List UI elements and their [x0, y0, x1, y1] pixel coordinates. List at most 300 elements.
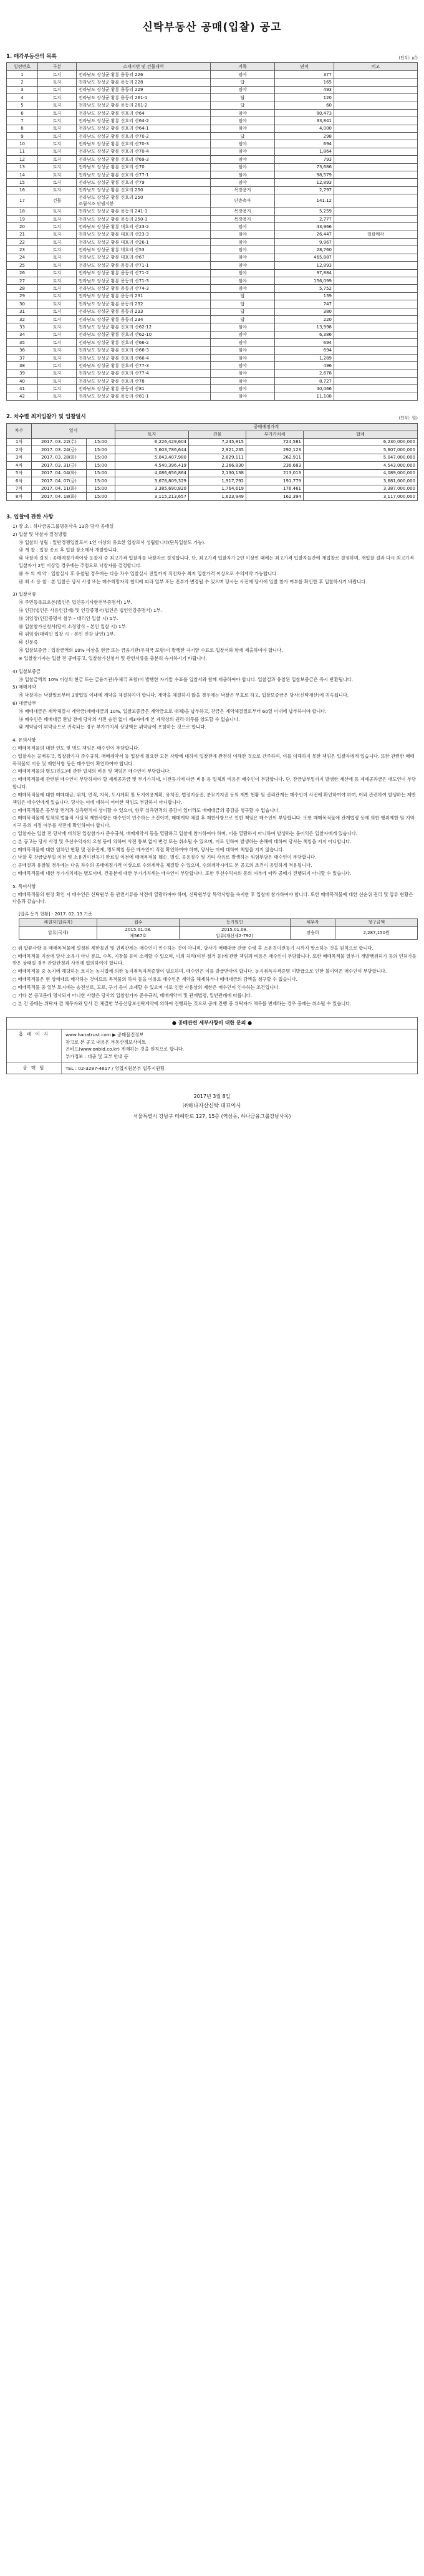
property-cell: 임야 — [211, 163, 275, 171]
property-cell: 토지 — [38, 117, 77, 125]
schedule-cell: 15:00 — [87, 454, 115, 462]
property-cell: 15 — [7, 179, 38, 186]
footer-organization: ㈜하나자산신탁 대표이사 — [183, 1103, 241, 1110]
section3-heading: 3. 입찰에 관한 사항 — [6, 513, 54, 520]
property-cell: 토지 — [38, 94, 77, 102]
property-cell: 임야 — [211, 148, 275, 155]
terms-line: ㉰ 낙찰자 결정 : 공매예정가격이상 응찰자 중 최고가격 입찰자를 낙찰자로 결정합니다. 단, 최고가격 입찰자가 2인 이상인 때에는 최고가격 입찰자들간에 재입찰로 결정하며, 재입찰 결과 다시 최고가격 입찰자가 2인 이상일 경우에는 추첨으로 낙찰자를 결정합니다. — [19, 555, 414, 568]
property-cell: 임야 — [211, 254, 275, 261]
terms-line: 4) 입찰보증금 — [12, 668, 41, 674]
schedule-cell: 15:00 — [87, 446, 115, 454]
property-cell: 12,893 — [275, 262, 334, 269]
property-cell: 전라남도 장성군 황룡 용동리 산71-3 — [77, 277, 211, 285]
contact-box — [6, 1017, 418, 1074]
property-cell — [334, 125, 418, 132]
property-cell: 전라남도 장성군 황룡 신호리 산77-3 — [77, 362, 211, 370]
property-cell: 토지 — [38, 133, 77, 140]
property-cell — [334, 254, 418, 261]
property-cell: 임야 — [211, 171, 275, 179]
property-cell: 73,686 — [275, 163, 334, 171]
property-table-header — [7, 62, 418, 70]
schedule-cell: 292,123 — [246, 446, 304, 454]
property-cell: 35 — [7, 339, 38, 346]
terms-line: 4. 유의사항 — [12, 737, 36, 743]
property-cell: 18 — [7, 208, 38, 215]
property-cell: 전라남도 장성군 황룡 신호리 산62-10 — [77, 331, 211, 338]
property-cell: 토지 — [38, 277, 77, 285]
property-cell — [334, 215, 418, 222]
property-cell — [334, 339, 418, 346]
property-cell — [334, 133, 418, 140]
terms-line: ㉰ 계약금이 위약금으로 귀속되는 경우 부가가치세 상당액은 위약금에 포함하는 것으로 합니다. — [19, 724, 206, 730]
schedule-cell: 162,394 — [246, 493, 304, 501]
property-cell: 토지 — [38, 300, 77, 308]
schedule-cell: 3,117,000,000 — [304, 493, 418, 501]
terms-line: ㉳ 신분증 — [19, 639, 38, 646]
property-cell: 전라남도 장성군 황룡 신호리 산79 — [77, 179, 211, 186]
property-cell: 전라남도 장성군 황룡 신호리 산70 — [77, 163, 211, 171]
property-cell: 토지 — [38, 308, 77, 315]
property-row — [7, 215, 418, 222]
property-cell — [334, 292, 418, 300]
document-footer — [6, 1092, 418, 1121]
property-cell: 전라남도 장성군 황룡 용동리 261-1 — [77, 94, 211, 102]
schedule-header-datetime: 일시 — [32, 423, 115, 438]
terms-line: ○ 매매목적물에 일체의 법률적 사실적 제한사항은 매수인이 인수하는 조건이며, 매매계약 체결 후 제한사항으로 인한 책임은 매수인이 부담합니다. 또한 매매목적물에 관계법령 등에 의한 행위제한 및 지역·지구 등의 지정 여부를 사전에 확인하여야 합니다. — [12, 815, 416, 829]
special-note-line: ○ 매매목적물 중 농지에 해당하는 토지는 농지법에 의한 농지취득자격증명이 필요하며, 매수인은 이를 발급받아야 합니다. 농지취득자격증명 미발급으로 인한 불이익은 매수인이 부담합니다. — [12, 968, 387, 975]
property-cell: 6 — [7, 109, 38, 117]
schedule-cell: 2017. 04. 07(금) — [32, 477, 87, 485]
property-cell: 34 — [7, 331, 38, 338]
property-cell: 토지 — [38, 102, 77, 109]
schedule-row — [7, 454, 418, 462]
terms-line: ○ 매매목적물에 관련된 매수인이 부담하여야 할 제세공과금 및 부가가치세, 이전등기에 따른 비용 등 일체의 비용은 매수인이 부담합니다. 단, 잔금납부일까지 발생한 재산세 등 제세공과금은 매도인이 부담합니다. — [12, 776, 416, 790]
property-cell: 2 — [7, 79, 38, 86]
property-cell: 2,797 — [275, 186, 334, 194]
property-row — [7, 346, 418, 354]
property-row — [7, 79, 418, 86]
property-cell: 임야 — [211, 117, 275, 125]
bidding-terms-text — [6, 523, 418, 905]
property-header-cell: 비고 — [334, 62, 418, 70]
property-cell: 98,579 — [275, 171, 334, 179]
terms-line: ㉱ 입찰참가신청서(당사 소정양식 – 본인 입찰 시) 1부. — [19, 623, 127, 629]
terms-line: ○ 매매목적물에 대한 임차인 현황 및 점유관계, 명도책임 등은 매수인이 직접 확인하여야 하며, 당사는 이에 대하여 책임을 지지 않습니다. — [12, 846, 284, 852]
property-cell: 답 — [211, 102, 275, 109]
property-cell: 전라남도 장성군 황룡 신호리 산66-4 — [77, 354, 211, 361]
schedule-cell: 15:00 — [87, 438, 115, 446]
property-cell: 3 — [7, 86, 38, 93]
special-notes-text — [6, 945, 418, 1008]
property-row — [7, 163, 418, 171]
property-cell: 임야 — [211, 385, 275, 393]
seizure-header-cell: 등기원인 — [179, 919, 290, 926]
property-cell: 17 — [7, 194, 38, 208]
property-cell: 전라남도 장성군 황룡 대호리 산23-3 — [77, 231, 211, 238]
schedule-cell: 176,461 — [246, 485, 304, 493]
schedule-cell: 3,678,809,329 — [115, 477, 189, 485]
property-cell — [334, 346, 418, 354]
property-cell: 40,066 — [275, 385, 334, 393]
property-cell: 토지 — [38, 385, 77, 393]
property-cell: 목장용지 — [211, 215, 275, 222]
property-cell — [334, 300, 418, 308]
contact-line: www.hanatrust.com ▶ 공매물건정보 — [65, 1031, 144, 1038]
property-cell: 전라남도 장성군 황룡 신호리 산62-12 — [77, 323, 211, 331]
property-cell: 25 — [7, 262, 38, 269]
property-cell: 임야 — [211, 393, 275, 400]
property-row — [7, 323, 418, 331]
property-cell: 전라남도 장성군 황룡 대호리 산23-2 — [77, 223, 211, 231]
property-cell: 임야 — [211, 354, 275, 361]
property-cell: 30 — [7, 300, 38, 308]
property-cell: 일괄매각 — [334, 231, 418, 238]
schedule-cell: 1,764,619 — [189, 485, 246, 493]
schedule-cell: 7,245,815 — [189, 438, 246, 446]
property-cell: 5 — [7, 102, 38, 109]
property-cell: 전라남도 장성군 황룡 용동리 산71-1 — [77, 262, 211, 269]
seizure-header-cell: 청구금액 — [335, 919, 418, 926]
property-cell: 토지 — [38, 171, 77, 179]
property-cell: 토지 — [38, 109, 77, 117]
property-cell: 37 — [7, 354, 38, 361]
seizure-header-cell: 채권자(압류자) — [19, 919, 97, 926]
property-cell: 전라남도 장성군 황룡 신호리 250 조립식조 판넬지붕 — [77, 194, 211, 208]
property-cell: 14 — [7, 171, 38, 179]
property-cell: 496 — [275, 362, 334, 370]
contact-title: ● 공매관련 세부사항이 대한 문의 ● — [7, 1018, 417, 1029]
property-cell — [334, 315, 418, 323]
property-cell: 토지 — [38, 393, 77, 400]
schedule-cell: 2,629,111 — [189, 454, 246, 462]
property-cell — [334, 109, 418, 117]
property-header-cell: 소재지번 및 건물내역 — [77, 62, 211, 70]
property-cell — [334, 323, 418, 331]
property-row — [7, 393, 418, 400]
property-cell: 토지 — [38, 148, 77, 155]
terms-line: ㉰ 위임장(인감증명서 첨부 – 대리인 입찰 시) 1부. — [19, 615, 118, 621]
contact-line: TEL : 02-3287-4617 / 영업지원본부 법무지원팀 — [65, 1065, 165, 1071]
contact-value — [62, 1029, 417, 1062]
terms-line: ○ 입찰자는 입찰 전 당사에 비치된 입찰참가자 준수규칙, 매매계약서 등을 열람하고 입찰에 참가하여야 하며, 이를 열람하지 아니하여 발생하는 불이익은 입찰자에게 있습니다. — [12, 830, 358, 836]
schedule-cell: 236,683 — [246, 462, 304, 470]
property-row — [7, 354, 418, 361]
schedule-table-body — [7, 438, 418, 500]
document-page — [0, 0, 424, 1133]
property-cell: 80,473 — [275, 109, 334, 117]
schedule-row — [7, 438, 418, 446]
property-cell: 694 — [275, 339, 334, 346]
seizure-header-cell: 채무자 — [290, 919, 335, 926]
schedule-cell: 1차 — [7, 438, 32, 446]
property-cell: 답 — [211, 300, 275, 308]
spacer — [6, 878, 418, 883]
seizure-table-body — [19, 926, 418, 939]
property-row — [7, 285, 418, 292]
property-cell: 전라남도 장성군 황룡 신호리 산66-2 — [77, 339, 211, 346]
schedule-cell: 2017. 04. 11(화) — [32, 485, 87, 493]
property-row — [7, 308, 418, 315]
property-cell: 전라남도 장성군 황룡 대호리 산53 — [77, 246, 211, 254]
property-cell: 27 — [7, 277, 38, 285]
property-cell: 토지 — [38, 269, 77, 277]
schedule-row — [7, 469, 418, 477]
property-row — [7, 208, 418, 215]
schedule-row — [7, 462, 418, 470]
property-cell: 33,841 — [275, 117, 334, 125]
terms-line: ㉮ 주민등록표초본(법인은 법인등기사항전부증명서) 1부. — [19, 599, 132, 606]
special-note-line: ○ 위 압류사항 등 매매목적물에 설정된 제한물권 및 권리관계는 매수인이 인수하는 것이 아니며, 당사가 매매대금 잔금 수령 후 소유권이전등기 시까지 말소하는 것을 원칙으로 합니다. — [12, 945, 373, 951]
property-cell — [334, 262, 418, 269]
schedule-cell: 3,385,690,820 — [115, 485, 189, 493]
property-cell: 465,887 — [275, 254, 334, 261]
seizure-cell: 2,287,150원 — [335, 926, 418, 939]
schedule-header-top — [7, 423, 418, 431]
property-row — [7, 331, 418, 338]
schedule-cell: 8차 — [7, 493, 32, 501]
property-cell: 전라남도 장성군 황룡 용동리 산74-3 — [77, 285, 211, 292]
property-cell: 4 — [7, 94, 38, 102]
property-cell: 전라남도 장성군 황룡 용동리 234 — [77, 315, 211, 323]
property-cell — [334, 362, 418, 370]
special-note-line: ○ 본 건 공매는 위탁자 겸 채무자와 당사 간 체결한 부동산담보신탁계약에 의하여 진행되는 것으로 공매 진행 중 위탁자가 채무를 변제하는 경우 공매는 취소될 수 있습니다. — [12, 1000, 352, 1006]
property-cell: 전라남도 장성군 황룡 용동리 232 — [77, 300, 211, 308]
terms-line: ○ 매매목적물의 대한 인도 및 명도 책임은 매수인이 부담합니다. — [12, 745, 140, 751]
property-table-body — [7, 70, 418, 400]
property-cell: 5,259 — [275, 208, 334, 215]
schedule-header-round: 차수 — [7, 423, 32, 438]
property-cell — [334, 179, 418, 186]
contact-key: 공 매 팀 — [7, 1063, 62, 1074]
property-cell — [334, 102, 418, 109]
property-cell: 토지 — [38, 156, 77, 163]
schedule-cell: 3,387,000,000 — [304, 485, 418, 493]
schedule-cell: 2017. 03. 22(수) — [32, 438, 87, 446]
property-row — [7, 277, 418, 285]
property-cell: 전라남도 장성군 황룡 신호리 산69-3 — [77, 156, 211, 163]
property-cell — [334, 94, 418, 102]
property-cell: 답 — [211, 315, 275, 323]
seizure-cell: 압류(국세) — [19, 926, 97, 939]
special-note-line: ○ 매매목적물 중 일부 토지에는 송전선로, 도로, 구거 등이 소재할 수 있으며 이로 인한 사용상의 제한은 매수인이 인수하는 조건입니다. — [12, 984, 280, 990]
spacer — [6, 663, 418, 668]
schedule-cell: 2차 — [7, 446, 32, 454]
terms-line: ※ 입찰참가자는 입찰 전 공매공고, 입찰참가신청서 및 관련서류를 충분히 숙지하시기 바랍니다. — [19, 655, 207, 661]
property-cell — [334, 285, 418, 292]
schedule-cell: 2,921,235 — [189, 446, 246, 454]
property-cell: 26 — [7, 269, 38, 277]
property-cell: 793 — [275, 156, 334, 163]
property-cell: 임야 — [211, 86, 275, 93]
property-cell: 13 — [7, 163, 38, 171]
contact-row — [7, 1029, 417, 1063]
schedule-header-total: 합계 — [304, 431, 418, 438]
property-cell: 16 — [7, 186, 38, 194]
property-cell: 11 — [7, 148, 38, 155]
property-cell: 26,447 — [275, 231, 334, 238]
property-cell: 38 — [7, 362, 38, 370]
footer-address: 서울특별시 강남구 테헤란로 127, 15층 (역삼동, 하나금융그룹강남사옥) — [133, 1113, 291, 1119]
property-cell: 답 — [211, 308, 275, 315]
property-cell: 전라남도 장성군 황룡 용동리 241-1 — [77, 208, 211, 215]
schedule-header-building: 건물 — [189, 431, 246, 438]
contact-line: 부가정보 : 대출 및 교부 안내 등 — [65, 1053, 128, 1059]
schedule-cell: 2017. 04. 18(화) — [32, 493, 87, 501]
schedule-cell: 1,623,949 — [189, 493, 246, 501]
property-row — [7, 171, 418, 179]
property-cell: 380 — [275, 308, 334, 315]
terms-line: ㉮ 낙찰자는 낙찰일로부터 3영업일 이내에 계약을 체결하여야 합니다. 계약을 체결하지 않을 경우에는 낙찰은 무효로 하고, 입찰보증금은 당사(신탁재산)에 귀속됩니다. — [19, 692, 349, 699]
property-cell: 토지 — [38, 70, 77, 78]
property-cell: 임야 — [211, 70, 275, 78]
property-cell: 토지 — [38, 79, 77, 86]
schedule-cell: 2017. 03. 28(화) — [32, 454, 87, 462]
property-row — [7, 292, 418, 300]
schedule-cell: 2017. 03. 24(금) — [32, 446, 87, 454]
schedule-cell: 4,543,000,000 — [304, 462, 418, 470]
property-cell: 41 — [7, 385, 38, 393]
seizure-table-header — [19, 919, 418, 926]
property-cell: 36 — [7, 346, 38, 354]
property-cell: 6,386 — [275, 331, 334, 338]
property-cell: 8 — [7, 125, 38, 132]
property-row — [7, 254, 418, 261]
property-row — [7, 231, 418, 238]
property-cell — [334, 156, 418, 163]
property-cell: 28,760 — [275, 246, 334, 254]
terms-line: 5) 매매계약 — [12, 684, 37, 690]
property-cell: 13,998 — [275, 323, 334, 331]
property-cell: 토지 — [38, 125, 77, 132]
property-cell: 전라남도 장성군 황룡 신호리 산78 — [77, 378, 211, 385]
property-cell: 토지 — [38, 346, 77, 354]
property-row — [7, 70, 418, 78]
schedule-cell: 3,681,000,000 — [304, 477, 418, 485]
special-note-line: ○ 기타 본 공고문에 명시되지 아니한 사항은 당사의 입찰참가자 준수규칙, 매매계약서 및 관계법령, 일반관례에 따릅니다. — [12, 992, 253, 998]
property-cell: 전라남도 장성군 황룡 신호리 산77-1 — [77, 171, 211, 179]
special-note-line: ○ 매매목적물은 현 상태대로 매각하는 것이므로 목적물의 하자 등을 이유로 매수인은 계약을 해제하거나 매매대금의 감액을 청구할 수 없습니다. — [12, 976, 297, 983]
property-row — [7, 156, 418, 163]
schedule-row — [7, 493, 418, 501]
property-cell: 97,884 — [275, 269, 334, 277]
property-cell: 임야 — [211, 156, 275, 163]
property-cell: 2,678 — [275, 370, 334, 377]
section2-header — [6, 409, 418, 422]
schedule-cell: 4,086,656,864 — [115, 469, 189, 477]
property-cell: 답 — [211, 94, 275, 102]
property-cell: 165 — [275, 79, 334, 86]
property-cell — [334, 378, 418, 385]
property-row — [7, 315, 418, 323]
property-row — [7, 378, 418, 385]
property-cell: 토지 — [38, 208, 77, 215]
schedule-cell: 5,043,407,980 — [115, 454, 189, 462]
property-cell: 7 — [7, 117, 38, 125]
schedule-cell: 5차 — [7, 469, 32, 477]
contact-rows — [7, 1029, 417, 1074]
terms-line: ㉮ 매매대금은 계약체결시 계약금(매매대금의 10%, 입찰보증금은 계약금으로 대체)을 납부하고, 잔금은 계약체결일로부터 60일 이내에 납부하여야 합니다. — [19, 708, 327, 714]
property-cell: 120 — [275, 94, 334, 102]
contact-row — [7, 1063, 417, 1074]
property-cell — [334, 385, 418, 393]
schedule-cell: 15:00 — [87, 469, 115, 477]
property-header-cell: 일련번호 — [7, 62, 38, 70]
terms-line: ㉴ 입찰보증금 : 입찰금액의 10% 이상을 현금 또는 금융기관(우체국 포함)이 발행한 자기앞 수표로 입찰서와 함께 제출하여야 합니다. — [19, 647, 283, 654]
property-cell — [334, 370, 418, 377]
property-cell: 임야 — [211, 109, 275, 117]
schedule-cell: 3,115,213,657 — [115, 493, 189, 501]
property-cell: 23 — [7, 246, 38, 254]
property-cell: 1,289 — [275, 354, 334, 361]
property-row — [7, 262, 418, 269]
terms-line: 1) 장 소 : 하나금융그룹명동사옥 13층 당사 공매실 — [12, 523, 114, 529]
property-cell — [334, 148, 418, 155]
property-cell: 토지 — [38, 86, 77, 93]
property-cell: 141.12 — [275, 194, 334, 208]
contact-line: 온비드(www.onbid.co.kr) 게재하는 것을 원칙으로 합니다. — [65, 1046, 185, 1052]
property-cell: 전라남도 장성군 황룡 신호리 산70-2 — [77, 133, 211, 140]
seizure-cell: 장승희 — [290, 926, 335, 939]
property-header-cell: 구분 — [38, 62, 77, 70]
property-cell — [334, 354, 418, 361]
property-cell: 단층축사 — [211, 194, 275, 208]
property-cell — [334, 277, 418, 285]
property-row — [7, 194, 418, 208]
section2-unit: (단위: 원) — [398, 416, 418, 421]
terms-line: 3) 입찰서류 — [12, 591, 37, 598]
terms-line: ㉱ 수 의 계 약 : 입찰실시 후 유찰될 경우에는 다음 차수 입찰실시 전일까지 직전차수 최저 입찰가격 이상으로 수의계약 가능합니다. — [19, 570, 278, 576]
property-cell: 694 — [275, 140, 334, 148]
section1-header — [6, 49, 418, 62]
property-cell: 전라남도 장성군 황룡 신호리 산70-3 — [77, 140, 211, 148]
property-cell: 전라남도 장성군 황룡 신호리 산77-4 — [77, 370, 211, 377]
property-cell — [334, 223, 418, 231]
schedule-cell: 15:00 — [87, 493, 115, 501]
schedule-cell: 6,226,429,604 — [115, 438, 189, 446]
property-cell: 임야 — [211, 231, 275, 238]
property-cell: 전라남도 장성군 황룡 용동리 250-1 — [77, 215, 211, 222]
contact-value — [62, 1063, 417, 1074]
property-cell: 20 — [7, 223, 38, 231]
property-cell: 토지 — [38, 186, 77, 194]
property-cell: 31 — [7, 308, 38, 315]
terms-line: ㉯ 매수인은 매매대금 완납 전에 당사의 사전 승인 없이 제3자에게 본 계약상의 권리·의무를 양도할 수 없습니다. — [19, 716, 240, 722]
property-cell — [334, 163, 418, 171]
terms-line: ○ 낙찰 후 잔금납부일 이전 및 소유권이전등기 완료일 이전에 매매목적물 훼손, 멸실, 공용징수 및 기타 사유로 발생하는 위험부담은 매수인이 부담합니다. — [12, 854, 317, 861]
property-cell: 42 — [7, 393, 38, 400]
contact-key: 홈 페 이 지 — [7, 1029, 62, 1062]
schedule-cell: 15:00 — [87, 485, 115, 493]
property-cell: 토지 — [38, 362, 77, 370]
terms-line: ㉲ 위임장(대리인 입찰 시 – 본인 인감 날인) 1부. — [19, 631, 115, 637]
schedule-cell: 5,607,000,000 — [304, 446, 418, 454]
property-row — [7, 269, 418, 277]
property-cell: 토지 — [38, 223, 77, 231]
schedule-cell: 15:00 — [87, 462, 115, 470]
property-list-table — [6, 62, 418, 401]
terms-line: 5. 특이사항 — [12, 883, 36, 889]
seizure-cell: 2015.01.08. 압류(재산세2-792) — [179, 926, 290, 939]
property-row — [7, 109, 418, 117]
property-cell: 8,727 — [275, 378, 334, 385]
property-row — [7, 117, 418, 125]
schedule-cell: 7차 — [7, 485, 32, 493]
property-cell — [334, 171, 418, 179]
property-cell: 임야 — [211, 140, 275, 148]
property-row — [7, 246, 418, 254]
property-cell: 전라남도 장성군 황룡 용동리 233 — [77, 308, 211, 315]
property-cell: 임야 — [211, 323, 275, 331]
